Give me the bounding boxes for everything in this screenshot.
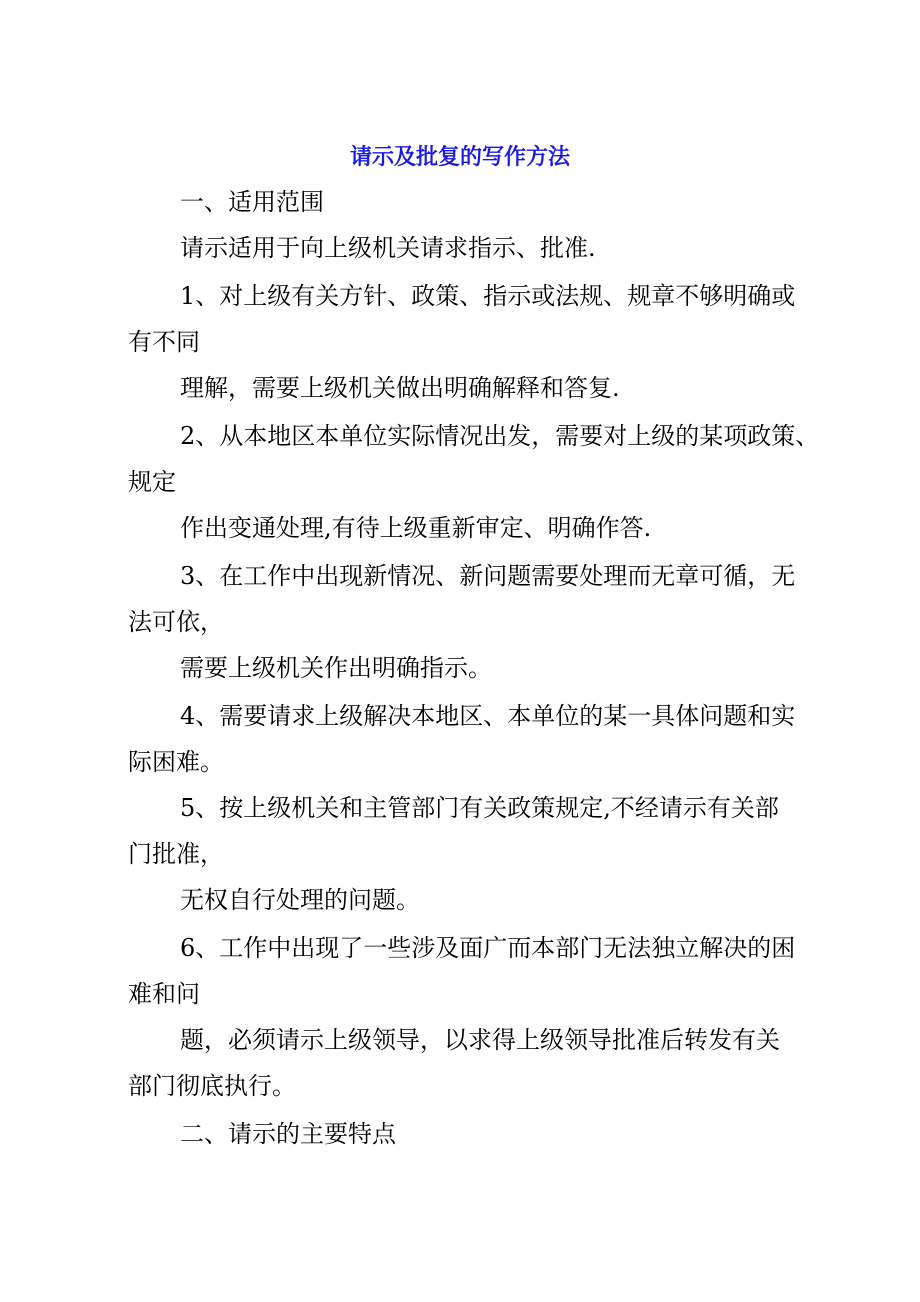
list-item-3-line: 需要上级机关作出明确指示。 (180, 654, 492, 682)
list-item-5-line: 5、按上级机关和主管部门有关政策规定,不经请示有关部 (180, 794, 779, 822)
list-item-6-line: 难和问 (128, 980, 200, 1008)
section-heading-features: 二、请示的主要特点 (180, 1120, 396, 1148)
list-item-2-line: 2、从本地区本单位实际情况出发，需要对上级的某项政策、 (180, 422, 820, 450)
list-item-5-line: 门批准， (128, 840, 224, 868)
list-item-4-line: 4、需要请求上级解决本地区、本单位的某一具体问题和实 (180, 702, 796, 730)
paragraph-line: 请示适用于向上级机关请求指示、批准. (180, 234, 596, 262)
list-item-5-line: 无权自行处理的问题。 (180, 886, 420, 914)
list-item-6-line: 题，必须请示上级领导，以求得上级领导批准后转发有关 (180, 1026, 780, 1054)
section-heading-scope: 一、适用范围 (180, 188, 324, 216)
list-item-2-line: 作出变通处理,有待上级重新审定、明确作答. (180, 514, 652, 542)
list-item-1-line: 理解，需要上级机关做出明确解释和答复. (180, 374, 620, 402)
list-item-3-line: 3、在工作中出现新情况、新问题需要处理而无章可循，无 (180, 562, 796, 590)
list-item-2-line: 规定 (128, 468, 176, 496)
list-item-6-line: 部门彻底执行。 (128, 1072, 296, 1100)
list-item-1-line: 1、对上级有关方针、政策、指示或法规、规章不够明确或 (180, 282, 796, 310)
list-item-6-line: 6、工作中出现了一些涉及面广而本部门无法独立解决的困 (180, 934, 796, 962)
list-item-1-line: 有不同 (128, 328, 200, 356)
list-item-4-line: 际困难。 (128, 748, 224, 776)
document-title: 请示及批复的写作方法 (349, 145, 570, 170)
list-item-3-line: 法可依， (128, 608, 224, 636)
